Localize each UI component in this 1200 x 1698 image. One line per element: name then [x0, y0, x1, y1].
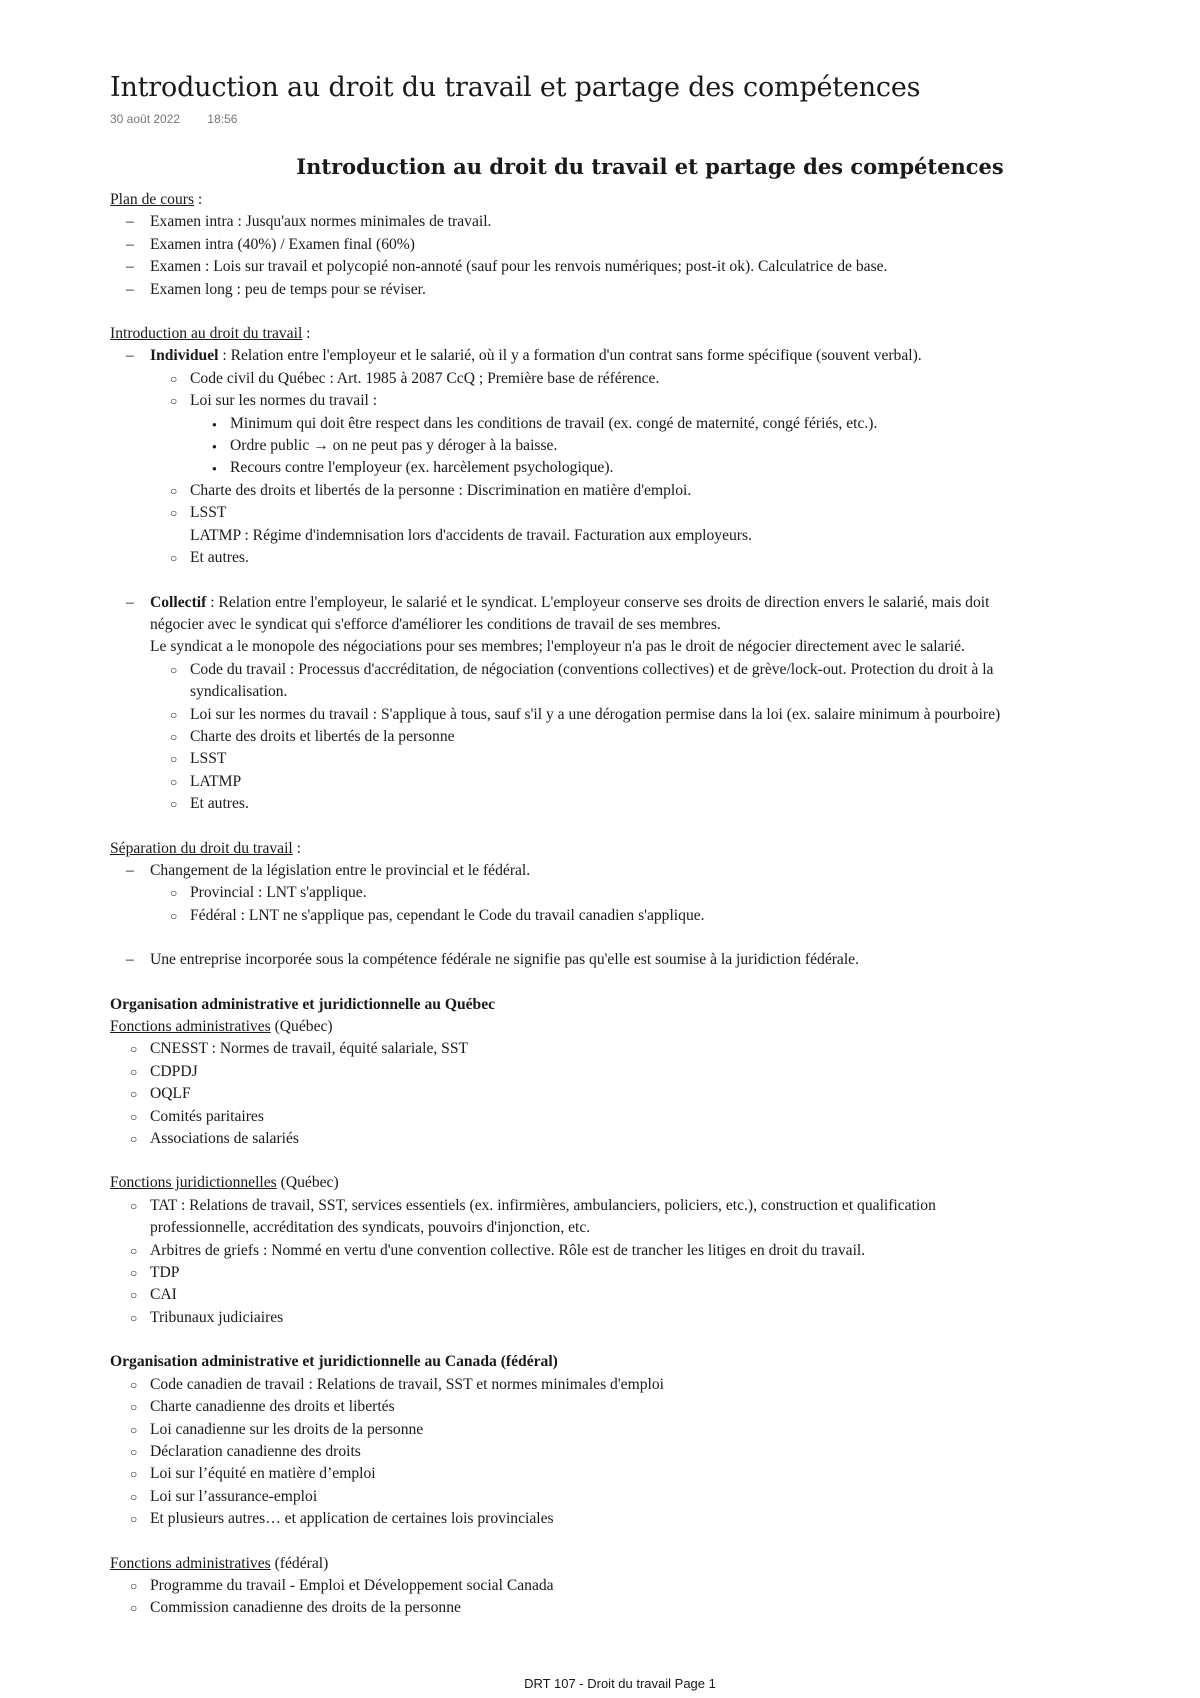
page-header — [110, 72, 920, 126]
spacer — [110, 1150, 1190, 1172]
list-item: ● Recours contre l'employeur (ex. harcèlement psychologique). — [190, 457, 1190, 479]
intro-list — [110, 345, 1190, 569]
list-item: ○ CDPDJ — [110, 1061, 1190, 1083]
spacer — [110, 1329, 1190, 1351]
spacer — [110, 927, 1190, 949]
document-heading: Introduction au droit du travail et partage des compétences — [296, 154, 1004, 179]
list-item: ● Ordre public → on ne peut pas y déroger à la baisse. — [190, 435, 1190, 457]
page-time: 18:56 — [207, 112, 238, 126]
list-item: ○ Loi sur l’assurance-emploi — [110, 1486, 1190, 1508]
spacer — [110, 816, 1190, 838]
individuel-text: : Relation entre l'employeur et le salarié, où il y a formation d'un contrat sans forme spécifique (souvent verbal). — [218, 347, 922, 365]
page-meta — [110, 112, 920, 126]
list-item: ○ Code civil du Québec : Art. 1985 à 2087 CcQ ; Première base de référence. — [150, 368, 1190, 390]
list-item: ○ CNESST : Normes de travail, équité salariale, SST — [110, 1038, 1190, 1060]
list-item: ○ Déclaration canadienne des droits — [110, 1441, 1190, 1463]
list-item: ○ LSST — [150, 748, 1190, 770]
separation-list-2 — [110, 949, 1190, 971]
collectif-label: Collectif — [150, 593, 207, 611]
section-org-qc-title: Organisation administrative et juridictionnelle au Québec — [110, 995, 496, 1013]
list-item: ○ Charte des droits et libertés de la personne : Discrimination en matière d'emploi. — [150, 480, 1190, 502]
list-item: ○ OQLF — [110, 1083, 1190, 1105]
admin-ca-list — [110, 1575, 1190, 1620]
list-item: ○ Code du travail : Processus d'accréditation, de négociation (conventions collectives) et de grève/lock-out. Protection du droit à la syndicalisation. — [150, 659, 1190, 704]
list-item: ○ Provincial : LNT s'applique. — [150, 882, 1190, 904]
list-item: ○ LSST LATMP : Régime d'indemnisation lors d'accidents de travail. Facturation aux employeurs. — [150, 502, 1190, 547]
section-org-ca-title: Organisation administrative et juridictionnelle au Canada (fédéral) — [110, 1353, 558, 1371]
list-item-individuel — [110, 345, 1190, 569]
list-item: ○ Fédéral : LNT ne s'applique pas, cependant le Code du travail canadien s'applique. — [150, 905, 1190, 927]
spacer — [110, 570, 1190, 592]
list-item: ○ CAI — [110, 1284, 1190, 1306]
separation-sublist — [150, 882, 1190, 927]
page-date: 30 août 2022 — [110, 112, 181, 126]
list-item: ○ Charte canadienne des droits et libertés — [110, 1396, 1190, 1418]
page-title: Introduction au droit du travail et partage des compétences — [110, 72, 921, 103]
list-item: – Examen intra (40%) / Examen final (60%) — [110, 234, 1190, 256]
list-item: ○ Charte des droits et libertés de la personne — [150, 726, 1190, 748]
list-item: ○ Associations de salariés — [110, 1128, 1190, 1150]
list-item: ○ Tribunaux judiciaires — [110, 1307, 1190, 1329]
intro-list-collectif — [110, 592, 1190, 816]
list-item: ○ Loi sur l’équité en matière d’emploi — [110, 1463, 1190, 1485]
subsection-jur-qc-title: Fonctions juridictionnelles (Québec) — [110, 1174, 339, 1192]
subsection-admin-ca-title: Fonctions administratives (fédéral) — [110, 1554, 329, 1572]
separation-list — [110, 860, 1190, 927]
admin-qc-list — [110, 1038, 1190, 1150]
list-item: ○ Et autres. — [150, 793, 1190, 815]
list-item: ○ TAT : Relations de travail, SST, services essentiels (ex. infirmières, ambulanciers, policiers, etc.), construction et qualification professionnelle, accréditation des syndicats, pouvoirs d'injonction, etc. — [110, 1195, 1190, 1240]
section-separation-title: Séparation du droit du travail : — [110, 839, 301, 857]
plan-list — [110, 211, 1190, 301]
list-item: – Changement de la législation entre le provincial et le fédéral. ○ Provincial : LNT s'applique. ○ Fédéral : LNT ne s'applique pas, cependant le Code du travail canadien s'applique. — [110, 860, 1190, 927]
document-body — [110, 154, 1190, 1620]
individuel-sublist — [150, 368, 1190, 570]
list-item: – Une entreprise incorporée sous la compétence fédérale ne signifie pas qu'elle est soumise à la juridiction fédérale. — [110, 949, 1190, 971]
list-item-collectif: – Collectif : Relation entre l'employeur, le salarié et le syndicat. L'employeur conserve ses droits de direction envers le salarié, mais doit négocier avec le syndicat qui s'efforce d'améliorer les conditions de travail de ses membres. Le syndicat a le monopole des négociations pour ses membres; l'employeur n'a pas le droit de négocier directement avec le salarié. ○ Code du travail : Processus d'accréditation, de négociation (conventions collectives) et de grève/lock-out. Protection du droit à la syndicalisation. ○ Loi sur les normes du travail : S'applique à tous, sauf s'il y a une dérogation permise dans la loi (ex. salaire minimum à pourboire) ○ Charte des droits et libertés de la personne ○ LSST ○ LATMP ○ Et autres. — [110, 592, 1190, 816]
list-item-lnt: ○ Loi sur les normes du travail : ● Minimum qui doit être respect dans les conditions de travail (ex. congé de maternité, congé fériés, etc.). ● Ordre public → on ne peut pas y déroger à la baisse. ● Recours contre l'employeur (ex. harcèlement psychologique). — [150, 390, 1190, 480]
page-footer: DRT 107 - Droit du travail Page 1 — [524, 1676, 716, 1691]
list-item: – Examen : Lois sur travail et polycopié non-annoté (sauf pour les renvois numériques; post-it ok). Calculatrice de base. — [110, 256, 1190, 278]
list-item: ○ Commission canadienne des droits de la personne — [110, 1597, 1190, 1619]
list-item: ○ LATMP — [150, 771, 1190, 793]
spacer — [110, 972, 1190, 994]
list-item: ○ Et autres. — [150, 547, 1190, 569]
org-ca-list — [110, 1374, 1190, 1531]
list-item: ○ Comités paritaires — [110, 1106, 1190, 1128]
list-item: ○ Arbitres de griefs : Nommé en vertu d'une convention collective. Rôle est de trancher les litiges en droit du travail. — [110, 1240, 1190, 1262]
individuel-label: Individuel — [150, 347, 219, 365]
spacer — [110, 1531, 1190, 1553]
subsection-admin-qc-title: Fonctions administratives (Québec) — [110, 1018, 333, 1035]
collectif-text: : Relation entre l'employeur, le salarié et le syndicat. L'employeur conserve ses droits de direction envers le salarié, mais doit — [206, 593, 990, 611]
list-item: ○ TDP — [110, 1262, 1190, 1284]
spacer — [110, 301, 1190, 323]
list-item: ○ Programme du travail - Emploi et Développement social Canada — [110, 1575, 1190, 1597]
collectif-sublist — [150, 659, 1190, 816]
list-item: ○ Loi sur les normes du travail : S'applique à tous, sauf s'il y a une dérogation permise dans la loi (ex. salaire minimum à pourboire) — [150, 704, 1190, 726]
jur-qc-list — [110, 1195, 1190, 1329]
list-item: ○ Code canadien de travail : Relations de travail, SST et normes minimales d'emploi — [110, 1374, 1190, 1396]
section-plan-title: Plan de cours : — [110, 191, 203, 208]
list-item: – Examen long : peu de temps pour se réviser. — [110, 279, 1190, 301]
section-intro-title: Introduction au droit du travail : — [110, 325, 311, 343]
list-item: ○ Et plusieurs autres… et application de certaines lois provinciales — [110, 1508, 1190, 1530]
list-item: – Examen intra : Jusqu'aux normes minimales de travail. — [110, 211, 1190, 233]
list-item: ● Minimum qui doit être respect dans les conditions de travail (ex. congé de maternité, congé fériés, etc.). — [190, 413, 1190, 435]
lnt-sublist — [190, 413, 1190, 480]
list-item: ○ Loi canadienne sur les droits de la personne — [110, 1419, 1190, 1441]
